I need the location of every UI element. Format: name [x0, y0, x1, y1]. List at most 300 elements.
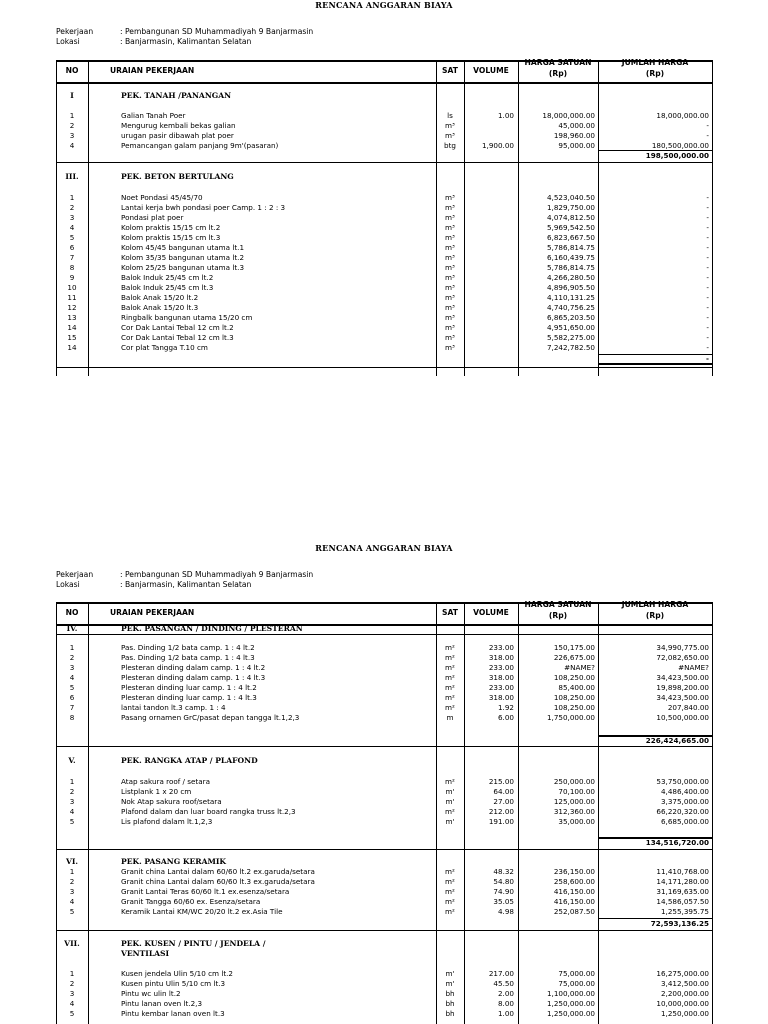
row-total: 19,898,200.00 — [656, 683, 709, 692]
row-number: 2 — [69, 203, 75, 212]
row-description: Granit china Lantai dalam 60/60 lt.2 ex.garuda/setara — [121, 867, 315, 876]
row-unit: m' — [445, 979, 455, 988]
row-total: - — [706, 273, 709, 282]
lokasi-label: Lokasi — [56, 37, 80, 46]
row-unit-price: 416,150.00 — [553, 897, 595, 906]
header-jumlah-harga-unit: (Rp) — [645, 611, 665, 620]
header-sat: SAT — [442, 608, 458, 617]
row-total: 66,220,320.00 — [656, 807, 709, 816]
row-volume: 1.92 — [497, 703, 514, 712]
section-title: PEK. TANAH /PANANGAN — [121, 91, 232, 100]
row-total: 34,423,500.00 — [656, 673, 709, 682]
row-total: - — [706, 213, 709, 222]
row-unit-price: 5,786,814.75 — [546, 263, 595, 272]
row-unit: m³ — [445, 193, 455, 202]
row-unit: m³ — [445, 243, 455, 252]
row-volume: 45.50 — [493, 979, 514, 988]
row-total: #NAME? — [678, 663, 709, 672]
row-number: 9 — [69, 273, 75, 282]
row-description: Listplank 1 x 20 cm — [121, 787, 192, 796]
row-unit-price: 18,000,000.00 — [542, 111, 595, 120]
table-vertical-rule — [712, 60, 713, 376]
row-total: - — [706, 203, 709, 212]
section-number: V. — [68, 756, 76, 765]
row-number: 1 — [69, 969, 75, 978]
row-unit: m² — [445, 807, 455, 816]
row-unit: m³ — [445, 213, 455, 222]
row-total: 3,412,500.00 — [660, 979, 709, 988]
row-total: - — [706, 223, 709, 232]
row-unit: m² — [445, 653, 455, 662]
row-number: 4 — [69, 897, 75, 906]
row-volume: 318.00 — [488, 653, 514, 662]
row-unit-price: 108,250.00 — [553, 673, 595, 682]
row-unit: ls — [447, 111, 453, 120]
document-title: RENCANA ANGGARAN BIAYA — [315, 543, 453, 553]
row-description: Kolom praktis 15/15 cm lt.3 — [121, 233, 221, 242]
row-unit-price: 4,951,650.00 — [546, 323, 595, 332]
row-unit-price: 258,600.00 — [553, 877, 595, 886]
row-unit: m' — [445, 787, 455, 796]
row-unit-price: 4,110,131.25 — [546, 293, 595, 302]
row-unit: m² — [445, 703, 455, 712]
table-vertical-rule — [464, 60, 465, 376]
row-description: Atap sakura roof / setara — [121, 777, 211, 786]
pekerjaan-value: : Pembangunan SD Muhammadiyah 9 Banjarmasin — [120, 570, 314, 579]
row-total: - — [706, 323, 709, 332]
table-vertical-rule — [518, 60, 519, 376]
row-volume: 233.00 — [488, 683, 514, 692]
section-title: PEK. PASANG KERAMIK — [121, 857, 227, 866]
row-number: 4 — [69, 141, 75, 150]
row-number: 4 — [69, 223, 75, 232]
row-total: 180,500,000.00 — [651, 141, 709, 150]
row-description: Kusen jendela Ulin 5/10 cm lt.2 — [121, 969, 233, 978]
row-unit: m³ — [445, 343, 455, 352]
meta-lokasi — [56, 37, 251, 47]
row-unit-price: 4,266,280.50 — [546, 273, 595, 282]
row-description: Kolom praktis 15/15 cm lt.2 — [121, 223, 221, 232]
row-number: 13 — [67, 313, 77, 322]
row-volume: 48.32 — [493, 867, 514, 876]
row-number: 4 — [69, 999, 75, 1008]
row-total: - — [706, 313, 709, 322]
row-description: Balok Anak 15/20 lt.3 — [121, 303, 199, 312]
row-unit: btg — [444, 141, 456, 150]
row-unit: m³ — [445, 223, 455, 232]
row-number: 1 — [69, 111, 75, 120]
row-total: - — [706, 193, 709, 202]
table-horizontal-rule — [56, 82, 712, 84]
row-unit-price: 1,829,750.00 — [546, 203, 595, 212]
row-unit: m³ — [445, 303, 455, 312]
row-description: Lantai kerja bwh pondasi poer Camp. 1 : 2 : 3 — [121, 203, 286, 212]
row-number: 2 — [69, 653, 75, 662]
row-total: 2,200,000.00 — [660, 989, 709, 998]
row-description: Granit Tangga 60/60 ex. Esenza/setara — [121, 897, 261, 906]
row-unit: m³ — [445, 131, 455, 140]
row-unit: m³ — [445, 253, 455, 262]
row-unit: m³ — [445, 233, 455, 242]
row-number: 7 — [69, 253, 75, 262]
section-title: PEK. KUSEN / PINTU / JENDELA / — [121, 939, 266, 948]
row-number: 5 — [69, 907, 75, 916]
row-total: 72,082,650.00 — [656, 653, 709, 662]
row-unit: m² — [445, 663, 455, 672]
row-description: Plesteran dinding luar camp. 1 : 4 lt.2 — [121, 683, 257, 692]
row-description: Pemancangan galam panjang 9m'(pasaran) — [121, 141, 279, 150]
row-number: 2 — [69, 979, 75, 988]
row-unit: m³ — [445, 323, 455, 332]
row-description: Lis plafond dalam lt.1,2,3 — [121, 817, 213, 826]
section-subtotal: - — [706, 354, 709, 363]
row-unit-price: 6,160,439.75 — [546, 253, 595, 262]
section-subtotal: 198,500,000.00 — [645, 151, 709, 160]
row-number: 3 — [69, 887, 75, 896]
row-unit-price: 108,250.00 — [553, 693, 595, 702]
header-jumlah-harga: JUMLAH HARGA — [621, 600, 689, 609]
row-volume: 74.90 — [493, 887, 514, 896]
row-volume: 212.00 — [488, 807, 514, 816]
row-unit-price: 75,000.00 — [558, 979, 595, 988]
section-number: VII. — [64, 939, 80, 948]
row-description: Pintu lanan oven lt.2,3 — [121, 999, 203, 1008]
row-unit: m² — [445, 867, 455, 876]
meta-lokasi — [56, 580, 251, 590]
row-description: Nok Atap sakura roof/setara — [121, 797, 222, 806]
row-unit: m' — [445, 797, 455, 806]
row-number: 15 — [67, 333, 77, 342]
table-horizontal-rule — [56, 367, 712, 368]
row-description: Kolom 25/25 bangunan utama lt.3 — [121, 263, 245, 272]
row-description: Granit china Lantai dalam 60/60 lt.3 ex.garuda/setara — [121, 877, 315, 886]
row-volume: 318.00 — [488, 693, 514, 702]
row-unit-price: 6,823,667.50 — [546, 233, 595, 242]
row-volume: 1.00 — [497, 1009, 514, 1018]
section-title-cont: VENTILASI — [121, 949, 170, 958]
row-unit: m³ — [445, 333, 455, 342]
row-volume: 191.00 — [488, 817, 514, 826]
row-number: 8 — [69, 263, 75, 272]
row-volume: 233.00 — [488, 663, 514, 672]
row-total: 18,000,000.00 — [656, 111, 709, 120]
meta-pekerjaan — [56, 27, 313, 37]
row-description: Plesteran dinding luar camp. 1 : 4 lt.3 — [121, 693, 257, 702]
header-uraian: URAIAN PEKERJAAN — [110, 66, 195, 75]
section-number: VI. — [65, 857, 79, 866]
row-total: - — [706, 121, 709, 130]
row-number: 5 — [69, 233, 75, 242]
row-unit: m² — [445, 693, 455, 702]
row-volume: 4.98 — [497, 907, 514, 916]
row-volume: 233.00 — [488, 643, 514, 652]
row-volume: 215.00 — [488, 777, 514, 786]
row-volume: 217.00 — [488, 969, 514, 978]
row-description: Kolom 45/45 bangunan utama lt.1 — [121, 243, 245, 252]
row-unit-price: 150,175.00 — [553, 643, 595, 652]
row-unit: m² — [445, 897, 455, 906]
section-subtotal: 72,593,136.25 — [650, 919, 709, 928]
header-uraian: URAIAN PEKERJAAN — [110, 608, 195, 617]
row-total: 14,171,280.00 — [656, 877, 709, 886]
row-total: 53,750,000.00 — [656, 777, 709, 786]
row-number: 6 — [69, 243, 75, 252]
table-vertical-rule — [518, 602, 519, 1024]
row-total: 3,375,000.00 — [660, 797, 709, 806]
row-total: - — [706, 293, 709, 302]
row-number: 5 — [69, 1009, 75, 1018]
row-number: 1 — [69, 643, 75, 652]
row-description: Noet Pondasi 45/45/70 — [121, 193, 203, 202]
row-number: 14 — [67, 343, 77, 352]
header-harga-satuan: HARGA SATUAN — [524, 58, 592, 67]
header-jumlah-harga-unit: (Rp) — [645, 69, 665, 78]
row-description: Pasang ornamen GrC/pasat depan tangga lt.1,2,3 — [121, 713, 300, 722]
table-vertical-rule — [436, 60, 437, 376]
row-unit-price: 4,074,812.50 — [546, 213, 595, 222]
row-description: Cor Dak Lantai Tebal 12 cm lt.2 — [121, 323, 234, 332]
section-title: PEK. RANGKA ATAP / PLAFOND — [121, 756, 258, 765]
row-unit: m' — [445, 969, 455, 978]
row-unit-price: 95,000.00 — [558, 141, 595, 150]
row-unit: bh — [445, 999, 455, 1008]
row-number: 3 — [69, 797, 75, 806]
table-vertical-rule — [436, 602, 437, 1024]
row-unit: m³ — [445, 293, 455, 302]
row-description: Keramik Lantai KM/WC 20/20 lt.2 ex.Asia Tile — [121, 907, 283, 916]
row-total: - — [706, 131, 709, 140]
row-number: 1 — [69, 777, 75, 786]
row-total: 4,486,400.00 — [660, 787, 709, 796]
row-description: Galian Tanah Poer — [121, 111, 186, 120]
lokasi-value: : Banjarmasin, Kalimantan Selatan — [120, 37, 252, 46]
row-description: Balok Induk 25/45 cm lt.2 — [121, 273, 214, 282]
row-number: 3 — [69, 989, 75, 998]
row-number: 3 — [69, 131, 75, 140]
pekerjaan-value: : Pembangunan SD Muhammadiyah 9 Banjarmasin — [120, 27, 314, 36]
table-vertical-rule — [464, 602, 465, 1024]
row-total: 34,423,500.00 — [656, 693, 709, 702]
row-description: Plesteran dinding dalam camp. 1 : 4 lt.3 — [121, 673, 266, 682]
row-unit-price: 236,150.00 — [553, 867, 595, 876]
row-number: 5 — [69, 683, 75, 692]
header-no: NO — [65, 608, 79, 617]
row-unit: m² — [445, 683, 455, 692]
row-number: 11 — [67, 293, 77, 302]
row-total: - — [706, 333, 709, 342]
row-unit: m³ — [445, 283, 455, 292]
row-volume: 1.00 — [497, 111, 514, 120]
table-vertical-rule — [598, 60, 599, 376]
row-unit: m² — [445, 877, 455, 886]
header-no: NO — [65, 66, 79, 75]
row-unit: m² — [445, 643, 455, 652]
row-description: Pintu kembar lanan oven lt.3 — [121, 1009, 225, 1018]
row-unit-price: 75,000.00 — [558, 969, 595, 978]
row-unit: m — [446, 713, 454, 722]
row-total: 207,840.00 — [667, 703, 709, 712]
row-description: Kusen pintu Ulin 5/10 cm lt.3 — [121, 979, 226, 988]
row-unit-price: 108,250.00 — [553, 703, 595, 712]
row-description: Pintu wc ulin lt.2 — [121, 989, 181, 998]
row-description: Plesteran dinding dalam camp. 1 : 4 lt.2 — [121, 663, 266, 672]
row-unit-price: 35,000.00 — [558, 817, 595, 826]
section-number: I — [70, 91, 74, 100]
pekerjaan-label: Pekerjaan — [56, 570, 94, 579]
row-total: - — [706, 253, 709, 262]
row-unit-price: 4,896,905.50 — [546, 283, 595, 292]
row-unit: bh — [445, 1009, 455, 1018]
header-sat: SAT — [442, 66, 458, 75]
row-volume: 318.00 — [488, 673, 514, 682]
row-unit-price: 1,750,000.00 — [546, 713, 595, 722]
row-total: - — [706, 233, 709, 242]
row-unit: m² — [445, 777, 455, 786]
row-total: 16,275,000.00 — [656, 969, 709, 978]
header-harga-satuan-unit: (Rp) — [548, 69, 568, 78]
table-vertical-rule — [88, 602, 89, 1024]
row-number: 1 — [69, 867, 75, 876]
row-description: Pas. Dinding 1/2 bata camp. 1 : 4 lt.2 — [121, 643, 255, 652]
row-description: lantai tandon lt.3 camp. 1 : 4 — [121, 703, 226, 712]
row-unit: m² — [445, 887, 455, 896]
row-number: 10 — [67, 283, 77, 292]
row-unit-price: 1,250,000.00 — [546, 1009, 595, 1018]
row-volume: 1,900.00 — [481, 141, 514, 150]
row-total: - — [706, 343, 709, 352]
row-volume: 54.80 — [493, 877, 514, 886]
table-vertical-rule — [56, 60, 57, 376]
row-number: 8 — [69, 713, 75, 722]
header-volume: VOLUME — [473, 608, 509, 617]
row-volume: 27.00 — [493, 797, 514, 806]
row-unit: m³ — [445, 313, 455, 322]
row-unit: m³ — [445, 273, 455, 282]
row-description: Cor Dak Lantai Tebal 12 cm lt.3 — [121, 333, 234, 342]
table-vertical-rule — [598, 602, 599, 1024]
header-jumlah-harga: JUMLAH HARGA — [621, 58, 689, 67]
row-volume: 8.00 — [497, 999, 514, 1008]
row-number: 5 — [69, 817, 75, 826]
row-number: 4 — [69, 673, 75, 682]
row-number: 4 — [69, 807, 75, 816]
section-number: III. — [65, 172, 79, 181]
section-subtotal: 226,424,665.00 — [645, 736, 709, 745]
meta-pekerjaan — [56, 570, 313, 580]
row-number: 2 — [69, 121, 75, 130]
row-total: - — [706, 243, 709, 252]
row-unit: m³ — [445, 203, 455, 212]
table-horizontal-rule — [56, 634, 712, 635]
row-number: 3 — [69, 213, 75, 222]
row-unit-price: 5,786,814.75 — [546, 243, 595, 252]
row-total: 1,250,000.00 — [660, 1009, 709, 1018]
row-total: 31,169,635.00 — [656, 887, 709, 896]
row-unit-price: 4,523,040.50 — [546, 193, 595, 202]
pekerjaan-label: Pekerjaan — [56, 27, 94, 36]
document-title: RENCANA ANGGARAN BIAYA — [315, 0, 453, 10]
row-unit: m³ — [445, 263, 455, 272]
row-volume: 6.00 — [497, 713, 514, 722]
header-volume: VOLUME — [473, 66, 509, 75]
row-description: Pondasi plat poer — [121, 213, 184, 222]
row-description: Balok Induk 25/45 cm lt.3 — [121, 283, 214, 292]
row-volume: 64.00 — [493, 787, 514, 796]
row-unit-price: 1,250,000.00 — [546, 999, 595, 1008]
row-total: 10,500,000.00 — [656, 713, 709, 722]
row-total: 10,000,000.00 — [656, 999, 709, 1008]
row-number: 3 — [69, 663, 75, 672]
row-total: 6,685,000.00 — [660, 817, 709, 826]
row-total: 14,586,057.50 — [656, 897, 709, 906]
row-number: 2 — [69, 877, 75, 886]
table-horizontal-rule — [56, 746, 712, 747]
row-unit-price: 250,000.00 — [553, 777, 595, 786]
row-unit-price: 198,960.00 — [553, 131, 595, 140]
row-description: urugan pasir dibawah plat poer — [121, 131, 234, 140]
row-unit: m² — [445, 907, 455, 916]
section-title: PEK. BETON BERTULANG — [121, 172, 234, 181]
row-number: 12 — [67, 303, 77, 312]
row-unit-price: 1,100,000.00 — [546, 989, 595, 998]
table-vertical-rule — [56, 602, 57, 1024]
row-unit-price: 85,400.00 — [558, 683, 595, 692]
table-vertical-rule — [712, 602, 713, 1024]
row-unit-price: 5,582,275.00 — [546, 333, 595, 342]
row-description: Ringbalk bangunan utama 15/20 cm — [121, 313, 253, 322]
row-total: - — [706, 263, 709, 272]
row-unit-price: #NAME? — [564, 663, 595, 672]
row-unit-price: 70,100.00 — [558, 787, 595, 796]
row-unit-price: 45,000.00 — [558, 121, 595, 130]
row-number: 2 — [69, 787, 75, 796]
row-unit: m² — [445, 673, 455, 682]
table-horizontal-rule — [56, 162, 712, 163]
row-number: 6 — [69, 693, 75, 702]
row-unit-price: 7,242,782.50 — [546, 343, 595, 352]
row-number: 1 — [69, 193, 75, 202]
row-unit-price: 6,865,203.50 — [546, 313, 595, 322]
header-harga-satuan: HARGA SATUAN — [524, 600, 592, 609]
lokasi-label: Lokasi — [56, 580, 80, 589]
row-number: 14 — [67, 323, 77, 332]
header-harga-satuan-unit: (Rp) — [548, 611, 568, 620]
row-description: Pas. Dinding 1/2 bata camp. 1 : 4 lt.3 — [121, 653, 255, 662]
row-description: Cor plat Tangga T.10 cm — [121, 343, 208, 352]
row-description: Kolom 35/35 bangunan utama lt.2 — [121, 253, 245, 262]
section-title: PEK. PASANGAN / DINDING / PLESTERAN — [121, 624, 303, 633]
row-total: - — [706, 283, 709, 292]
row-unit-price: 252,087.50 — [553, 907, 595, 916]
row-total: - — [706, 303, 709, 312]
row-unit-price: 226,675.00 — [553, 653, 595, 662]
row-unit-price: 312,360.00 — [553, 807, 595, 816]
row-unit-price: 4,740,756.25 — [546, 303, 595, 312]
row-description: Plafond dalam dan luar board rangka truss lt.2,3 — [121, 807, 296, 816]
row-unit-price: 5,969,542.50 — [546, 223, 595, 232]
row-description: Balok Anak 15/20 lt.2 — [121, 293, 199, 302]
row-total: 11,410,768.00 — [656, 867, 709, 876]
table-vertical-rule — [88, 60, 89, 376]
row-description: Granit Lantai Teras 60/60 lt.1 ex.esenza/setara — [121, 887, 290, 896]
row-volume: 2.00 — [497, 989, 514, 998]
row-volume: 35.05 — [493, 897, 514, 906]
lokasi-value: : Banjarmasin, Kalimantan Selatan — [120, 580, 252, 589]
table-horizontal-rule — [56, 849, 712, 850]
row-total: 1,255,395.75 — [660, 907, 709, 916]
section-number: IV. — [66, 624, 78, 633]
row-description: Mengurug kembali bekas galian — [121, 121, 236, 130]
